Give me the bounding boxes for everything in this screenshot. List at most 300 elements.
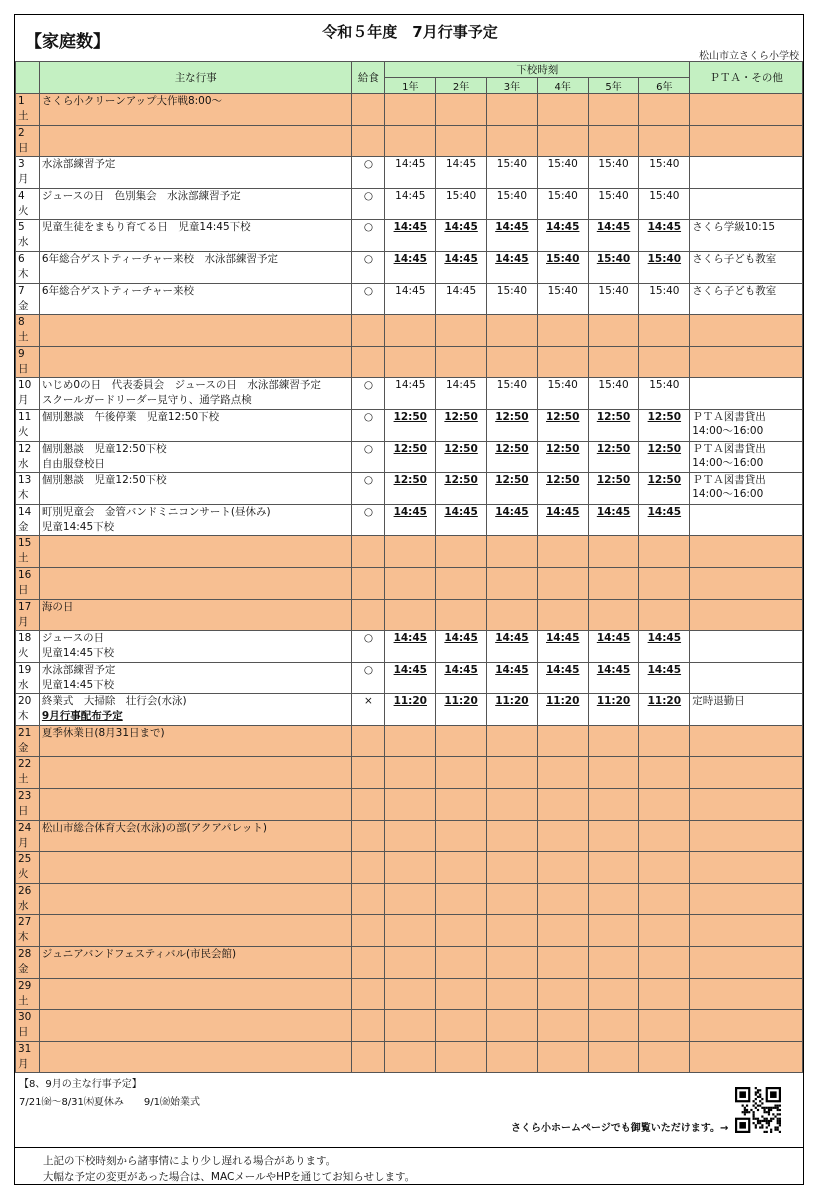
lunch-cell: [352, 947, 385, 979]
dismissal-time: 14:45: [385, 157, 436, 189]
events-cell: [39, 409, 352, 441]
dismissal-time: 12:50: [436, 409, 487, 441]
lunch-cell: [352, 915, 385, 947]
dismissal-time: [487, 820, 538, 852]
day-number: 1: [18, 95, 25, 107]
dismissal-time: [588, 820, 639, 852]
weekday: 水: [18, 899, 29, 912]
day-number: 5: [18, 221, 25, 234]
events-cell: [39, 188, 352, 220]
weekday: 木: [18, 931, 29, 944]
event-text: 児童14:45下校: [41, 520, 115, 533]
dismissal-time: 14:45: [639, 220, 690, 252]
event-text: 個別懇談 午後停業 児童12:50下校: [41, 410, 220, 423]
dismissal-time: 14:45: [537, 662, 588, 694]
weekday: 月: [18, 615, 29, 628]
events-cell: [39, 820, 352, 852]
lunch-cell: [352, 567, 385, 599]
dismissal-time: [588, 599, 639, 631]
dismissal-time: [436, 757, 487, 789]
dismissal-time: 14:45: [588, 662, 639, 694]
page-title: 令和５年度 7月行事予定: [322, 23, 498, 41]
dismissal-time: [436, 915, 487, 947]
event-text: 9月行事配布予定: [41, 710, 123, 723]
dismissal-time: [436, 1010, 487, 1042]
dismissal-time: 12:50: [639, 473, 690, 505]
dismissal-time: [639, 1010, 690, 1042]
dismissal-time: [487, 346, 538, 378]
dismissal-time: 14:45: [436, 251, 487, 283]
dismissal-time: 14:45: [639, 504, 690, 536]
lunch-cell: ○: [352, 504, 385, 536]
dismissal-time: 14:45: [436, 662, 487, 694]
day-number: 7: [18, 284, 25, 297]
dismissal-time: [537, 820, 588, 852]
dismissal-time: 14:45: [487, 251, 538, 283]
weekday: 日: [18, 362, 29, 375]
event-text: 児童14:45下校: [41, 678, 115, 691]
dismissal-time: [588, 915, 639, 947]
dismissal-time: [639, 599, 690, 631]
dismissal-time: [537, 125, 588, 157]
pta-cell: [690, 757, 803, 789]
dismissal-time: [487, 915, 538, 947]
schedule-body: [16, 94, 803, 1073]
day-cell: [16, 315, 40, 347]
events-cell: [39, 346, 352, 378]
events-cell: [39, 251, 352, 283]
dismissal-time: [385, 852, 436, 884]
events-cell: [39, 725, 352, 757]
dismissal-time: [436, 820, 487, 852]
day-number: 21: [18, 726, 32, 739]
events-cell: [39, 283, 352, 315]
event-text: 児童14:45下校: [41, 647, 115, 660]
events-cell: [39, 1010, 352, 1042]
day-number: 4: [18, 189, 25, 202]
events-cell: [39, 125, 352, 157]
lunch-cell: [352, 315, 385, 347]
event-text: スクールガードリーダー見守り、通学路点検: [41, 394, 252, 407]
dismissal-time: [639, 725, 690, 757]
dismissal-time: [588, 125, 639, 157]
pta-cell: [690, 599, 803, 631]
lunch-cell: ○: [352, 662, 385, 694]
schedule-row: [16, 662, 803, 694]
weekday: 木: [18, 489, 29, 502]
lunch-cell: [352, 820, 385, 852]
dismissal-time: 12:50: [639, 441, 690, 473]
day-cell: [16, 536, 40, 568]
day-number: 20: [18, 695, 32, 708]
day-number: 31: [18, 1042, 32, 1055]
pta-cell: [690, 315, 803, 347]
grade-header: 3年: [487, 78, 538, 94]
grade-header: 2年: [436, 78, 487, 94]
dismissal-time: [588, 315, 639, 347]
pta-cell: [690, 915, 803, 947]
schedule-row: [16, 315, 803, 347]
dismissal-time: [639, 978, 690, 1010]
pta-cell: [690, 631, 803, 663]
dismissal-time: 12:50: [436, 441, 487, 473]
dismissal-time: [537, 346, 588, 378]
day-cell: [16, 504, 40, 536]
weekday: 月: [18, 1057, 29, 1070]
pta-cell: [690, 883, 803, 915]
day-cell: [16, 220, 40, 252]
dismissal-time: [537, 883, 588, 915]
day-number: 29: [18, 979, 32, 992]
grade-header: 5年: [588, 78, 639, 94]
dismissal-time: 14:45: [436, 378, 487, 410]
dismissal-time: [639, 789, 690, 821]
schedule-table: [15, 61, 803, 1073]
lunch-cell: ×: [352, 694, 385, 726]
dismissal-time: [537, 725, 588, 757]
event-text: 個別懇談 児童12:50下校: [41, 442, 167, 455]
dismissal-time: [385, 94, 436, 126]
day-cell: [16, 915, 40, 947]
schedule-row: [16, 504, 803, 536]
dismissal-time: [588, 1010, 639, 1042]
dismissal-time: 15:40: [537, 251, 588, 283]
dismissal-time: [487, 536, 538, 568]
dismissal-time: 14:45: [537, 631, 588, 663]
event-text: ジュニアバンドフェスティバル(市民会館): [41, 948, 237, 961]
pta-cell: [690, 125, 803, 157]
weekday: 土: [18, 994, 29, 1007]
dismissal-time: [385, 947, 436, 979]
day-number: 10: [18, 379, 32, 392]
events-cell: [39, 852, 352, 884]
school-name: 松山市立さくら小学校: [699, 51, 799, 62]
day-cell: [16, 820, 40, 852]
events-cell: [39, 157, 352, 189]
pta-cell: [690, 694, 803, 726]
dismissal-time: [385, 978, 436, 1010]
event-text: ジュースの日: [41, 632, 105, 645]
dismissal-time: [639, 315, 690, 347]
pta-text: 14:00～16:00: [692, 456, 764, 469]
day-number: 15: [18, 537, 32, 550]
qr-code-icon[interactable]: [735, 1087, 781, 1133]
dismissal-time: [487, 725, 538, 757]
lunch-cell: [352, 1010, 385, 1042]
day-number: 26: [18, 884, 32, 897]
dismissal-time: [487, 947, 538, 979]
day-cell: [16, 1010, 40, 1042]
dismissal-time: 14:45: [639, 662, 690, 694]
dismissal-time: [385, 757, 436, 789]
event-text: さくら小クリーンアップ大作戦8:00～: [41, 95, 223, 107]
dismissal-time: 14:45: [537, 220, 588, 252]
date-column-header: [16, 62, 40, 94]
dismissal-time: [385, 1010, 436, 1042]
schedule-row: [16, 852, 803, 884]
weekday: 水: [18, 457, 29, 470]
grade-header: 4年: [537, 78, 588, 94]
grade-header: 1年: [385, 78, 436, 94]
dismissal-time: 14:45: [385, 631, 436, 663]
weekday: 土: [18, 331, 29, 344]
schedule-row: [16, 599, 803, 631]
schedule-row: [16, 409, 803, 441]
dismissal-time: [436, 599, 487, 631]
schedule-row: [16, 536, 803, 568]
dismissal-time: [385, 567, 436, 599]
weekday: 水: [18, 678, 29, 691]
dismissal-time: 14:45: [639, 631, 690, 663]
pta-text: ＰＴＡ図書貸出: [692, 410, 766, 423]
event-text: 児童生徒をまもり育てる日 児童14:45下校: [41, 221, 251, 234]
dismissal-time: 15:40: [588, 378, 639, 410]
dismissal-time: 15:40: [487, 283, 538, 315]
footer-divider: [15, 1147, 803, 1148]
pta-cell: [690, 220, 803, 252]
pta-cell: [690, 1010, 803, 1042]
events-cell: [39, 567, 352, 599]
dismissal-time: [588, 883, 639, 915]
lunch-cell: [352, 536, 385, 568]
schedule-row: [16, 725, 803, 757]
pta-cell: [690, 536, 803, 568]
weekday: 金: [18, 520, 29, 533]
schedule-row: [16, 789, 803, 821]
dismissal-time: [385, 789, 436, 821]
weekday: 日: [18, 805, 29, 818]
dismissal-time: [436, 125, 487, 157]
schedule-row: [16, 567, 803, 599]
day-cell: [16, 883, 40, 915]
dismissal-time: [639, 947, 690, 979]
events-column-header: 主な行事: [39, 62, 352, 94]
day-cell: [16, 852, 40, 884]
weekday: 月: [18, 394, 29, 407]
pta-cell: [690, 378, 803, 410]
dismissal-time: [639, 125, 690, 157]
dismissal-time: 12:50: [385, 441, 436, 473]
lunch-cell: [352, 978, 385, 1010]
lunch-cell: ○: [352, 251, 385, 283]
dismissal-time: 12:50: [537, 409, 588, 441]
dismissal-time: 14:45: [436, 504, 487, 536]
events-cell: [39, 978, 352, 1010]
schedule-row: [16, 220, 803, 252]
schedule-row: [16, 157, 803, 189]
dismissal-time: 11:20: [385, 694, 436, 726]
pta-text: 14:00～16:00: [692, 424, 764, 437]
dismissal-time: [385, 536, 436, 568]
day-number: 2: [18, 126, 25, 139]
dismissal-time: [537, 536, 588, 568]
pta-cell: [690, 283, 803, 315]
schedule-row: [16, 378, 803, 410]
dismissal-time: 14:45: [487, 220, 538, 252]
dismissal-time: 15:40: [588, 157, 639, 189]
dismissal-time: [436, 1041, 487, 1073]
pta-cell: [690, 947, 803, 979]
schedule-row: [16, 188, 803, 220]
pta-cell: [690, 188, 803, 220]
homepage-notice: さくら小ホームページでも御覧いただけます。→: [511, 1123, 729, 1134]
dismissal-time: [487, 978, 538, 1010]
weekday: 火: [18, 425, 29, 438]
dismissal-time: [436, 315, 487, 347]
dismissal-time: [487, 1041, 538, 1073]
day-number: 28: [18, 948, 32, 961]
dismissal-time: 15:40: [436, 188, 487, 220]
lunch-cell: [352, 125, 385, 157]
lunch-column-header: 給食: [352, 62, 385, 94]
dismissal-time: [385, 1041, 436, 1073]
weekday: 木: [18, 710, 29, 723]
dismissal-time: 12:50: [639, 409, 690, 441]
dismissal-time: 12:50: [487, 441, 538, 473]
weekday: 水: [18, 236, 29, 249]
event-text: ジュースの日 色別集会 水泳部練習予定: [41, 189, 241, 202]
dismissal-time: 12:50: [385, 473, 436, 505]
dismissal-time: 14:45: [385, 188, 436, 220]
day-number: 30: [18, 1011, 32, 1024]
day-cell: [16, 1041, 40, 1073]
day-number: 22: [18, 758, 32, 771]
dismissal-time: 12:50: [588, 473, 639, 505]
weekday: 月: [18, 173, 29, 186]
dismissal-time: 12:50: [487, 473, 538, 505]
schedule-row: [16, 473, 803, 505]
day-number: 13: [18, 474, 32, 487]
weekday: 土: [18, 110, 29, 122]
events-cell: [39, 631, 352, 663]
lunch-cell: [352, 757, 385, 789]
pta-text: ＰＴＡ図書貸出: [692, 474, 766, 487]
day-cell: [16, 283, 40, 315]
dismissal-time: [639, 915, 690, 947]
lunch-cell: [352, 725, 385, 757]
lunch-cell: [352, 94, 385, 126]
day-cell: [16, 662, 40, 694]
dismissal-time: 14:45: [588, 504, 639, 536]
pta-text: 14:00～16:00: [692, 488, 764, 501]
pta-cell: [690, 662, 803, 694]
events-cell: [39, 94, 352, 126]
day-cell: [16, 757, 40, 789]
dismissal-time: [588, 94, 639, 126]
schedule-row: [16, 694, 803, 726]
dismissal-time: 14:45: [385, 662, 436, 694]
dismissal-time: [588, 978, 639, 1010]
dismissal-time: [639, 883, 690, 915]
day-number: 23: [18, 790, 32, 803]
dismissal-delay-note: 上記の下校時刻から諸事情により少し遅れる場合があります。: [43, 1155, 337, 1167]
dismissal-time: 15:40: [639, 157, 690, 189]
dismissal-time: 14:45: [537, 504, 588, 536]
dismissal-time: [639, 820, 690, 852]
dismissal-time: 11:20: [436, 694, 487, 726]
lunch-cell: [352, 883, 385, 915]
events-cell: [39, 757, 352, 789]
schedule-row: [16, 883, 803, 915]
dismissal-time: 15:40: [639, 251, 690, 283]
event-text: 町別児童会 金管バンドミニコンサート(昼休み): [41, 505, 271, 518]
dismissal-time: [639, 757, 690, 789]
dismissal-time: [588, 1041, 639, 1073]
household-tag: 【家庭数】: [25, 32, 110, 52]
dismissal-time: 15:40: [588, 283, 639, 315]
weekday: 金: [18, 741, 29, 754]
dismissal-time: 14:45: [385, 378, 436, 410]
dismissal-time: [436, 947, 487, 979]
day-number: 17: [18, 600, 32, 613]
dismissal-time: [385, 346, 436, 378]
lunch-cell: [352, 1041, 385, 1073]
dismissal-time: [588, 947, 639, 979]
dismissal-time: 14:45: [487, 662, 538, 694]
upcoming-events-dates: 7/21㈮～8/31㈭夏休み 9/1㈮始業式: [19, 1097, 201, 1108]
dismissal-time: [537, 789, 588, 821]
events-cell: [39, 947, 352, 979]
day-cell: [16, 125, 40, 157]
day-number: 18: [18, 632, 32, 645]
dismissal-time: [487, 315, 538, 347]
dismissal-time: 14:45: [588, 220, 639, 252]
weekday: 土: [18, 552, 29, 565]
dismissal-time: [588, 567, 639, 599]
events-cell: [39, 915, 352, 947]
dismissal-time: 15:40: [588, 188, 639, 220]
dismissal-time: [537, 1010, 588, 1042]
dismissal-time: [436, 346, 487, 378]
events-cell: [39, 694, 352, 726]
pta-cell: [690, 725, 803, 757]
schedule-row: [16, 283, 803, 315]
dismissal-time: 12:50: [588, 441, 639, 473]
weekday: 日: [18, 583, 29, 596]
schedule-row: [16, 631, 803, 663]
day-cell: [16, 631, 40, 663]
schedule-row: [16, 757, 803, 789]
weekday: 金: [18, 299, 29, 312]
dismissal-time: [436, 789, 487, 821]
event-text: 水泳部練習予定: [41, 663, 116, 676]
lunch-cell: ○: [352, 188, 385, 220]
weekday: 土: [18, 773, 29, 786]
dismissal-time: 12:50: [588, 409, 639, 441]
pta-cell: [690, 251, 803, 283]
dismissal-time: [537, 567, 588, 599]
day-number: 11: [18, 410, 32, 423]
dismissal-time: [639, 1041, 690, 1073]
lunch-cell: ○: [352, 283, 385, 315]
dismissal-time: [537, 978, 588, 1010]
dismissal-time: [588, 725, 639, 757]
dismissal-time: [639, 94, 690, 126]
dismissal-time: 15:40: [639, 188, 690, 220]
event-text: 6年総合ゲストティーチャー来校 水泳部練習予定: [41, 252, 279, 265]
events-cell: [39, 220, 352, 252]
pta-cell: [690, 852, 803, 884]
day-cell: [16, 157, 40, 189]
events-cell: [39, 441, 352, 473]
dismissal-time: [639, 852, 690, 884]
pta-cell: [690, 504, 803, 536]
dismissal-time: 15:40: [537, 283, 588, 315]
day-cell: [16, 978, 40, 1010]
dismissal-time: [487, 1010, 538, 1042]
weekday: 火: [18, 647, 29, 660]
day-cell: [16, 409, 40, 441]
